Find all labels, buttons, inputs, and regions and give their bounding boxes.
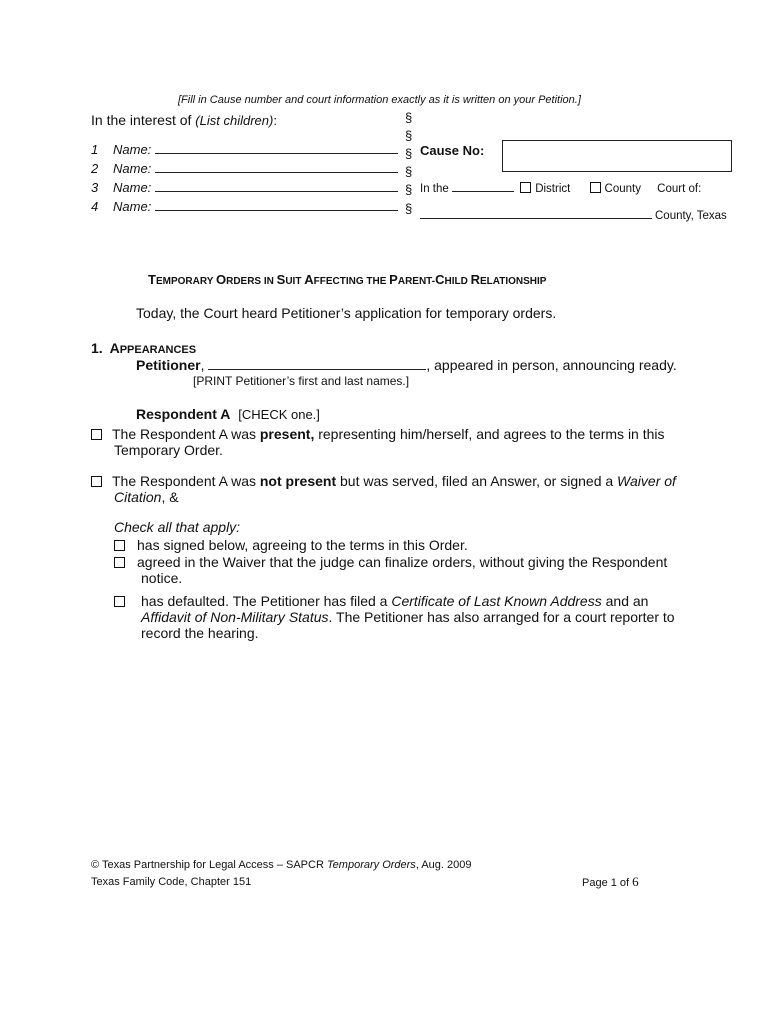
respondent-present-line2: Temporary Order. <box>114 442 223 458</box>
in-the-label: In the <box>420 183 449 195</box>
interest-colon: : <box>273 113 277 128</box>
child-name-row <box>91 161 398 176</box>
child-name-label: Name: <box>113 142 152 157</box>
check-all-heading: Check all that apply: <box>114 519 241 535</box>
section-symbol: § <box>405 110 413 125</box>
district-label: District <box>535 183 571 195</box>
petitioner-name-field[interactable] <box>208 357 426 370</box>
document-title: TEMPORARY ORDERS IN SUIT AFFECTING THE PARENT-CHILD RELATIONSHIP <box>148 272 547 287</box>
county-name-field[interactable] <box>420 207 652 219</box>
respondent-hint: [CHECK one.] <box>238 407 320 422</box>
district-checkbox[interactable] <box>520 182 531 193</box>
defaulted-checkbox[interactable] <box>114 596 125 607</box>
respondent-present-option: The Respondent A was present, representing him/herself, and agrees to the terms in this <box>91 426 665 442</box>
child-name-field[interactable] <box>155 180 398 192</box>
court-number-field[interactable] <box>452 182 514 192</box>
sub-option-signed: has signed below, agreeing to the terms in this Order. <box>114 537 468 553</box>
section-symbol: § <box>405 164 413 179</box>
interest-line <box>91 112 277 128</box>
child-name-row <box>91 199 398 214</box>
respondent-label: Respondent A <box>136 406 231 422</box>
court-of-label: Court of: <box>657 183 702 195</box>
waiver-checkbox[interactable] <box>114 557 125 568</box>
respondent-not-present-option: The Respondent A was not present but was served, filed an Answer, or signed a Waiver of <box>91 473 676 489</box>
footer-code: Texas Family Code, Chapter 151 <box>91 876 252 888</box>
child-name-label: Name: <box>113 199 152 214</box>
section-symbol: § <box>405 182 413 197</box>
section-symbol: § <box>405 146 413 161</box>
section-heading-appearances: 1. APPEARANCES <box>91 340 197 356</box>
petitioner-hint: [PRINT Petitioner’s first and last names.] <box>193 374 410 388</box>
child-name-label: Name: <box>113 180 152 195</box>
cause-number-label: Cause No: <box>420 143 485 158</box>
child-name-field[interactable] <box>155 199 398 211</box>
section-symbol: § <box>405 201 413 216</box>
petitioner-tail: , appeared in person, announcing ready. <box>426 357 677 373</box>
child-name-row <box>91 180 398 195</box>
child-name-row <box>91 142 398 157</box>
petitioner-label: Petitioner <box>136 357 201 373</box>
instruction-text: [Fill in Cause number and court information exactly as it is written on your Petition.] <box>178 94 581 106</box>
county-label: County <box>604 183 641 195</box>
child-name-field[interactable] <box>155 161 398 173</box>
sub-option-default-line2: Affidavit of Non-Military Status. The Petitioner has also arranged for a court reporter to <box>141 609 675 625</box>
section-number: 1. <box>91 340 103 356</box>
child-number: 1 <box>91 142 99 157</box>
respondent-not-present-checkbox[interactable] <box>91 476 102 487</box>
child-number: 4 <box>91 199 99 214</box>
footer-copyright: © Texas Partnership for Legal Access – SAPCR Temporary Orders, Aug. 2009 <box>91 859 472 871</box>
county-texas-label: County, Texas <box>655 210 727 222</box>
respondent-line <box>136 406 320 422</box>
sub-option-default: has defaulted. The Petitioner has filed a Certificate of Last Known Address and an <box>114 593 648 609</box>
sub-option-waiver-line2: notice. <box>141 570 183 586</box>
sub-option-default-line3: record the hearing. <box>141 625 259 641</box>
signed-below-checkbox[interactable] <box>114 540 125 551</box>
child-name-field[interactable] <box>155 142 398 154</box>
child-name-label: Name: <box>113 161 152 176</box>
interest-prefix: In the interest of <box>91 112 196 128</box>
page-number: Page 1 of 6 <box>582 874 639 889</box>
sub-option-waiver: agreed in the Waiver that the judge can finalize orders, without giving the Respondent <box>114 554 667 570</box>
county-checkbox[interactable] <box>590 182 601 193</box>
intro-text: Today, the Court heard Petitioner’s application for temporary orders. <box>136 305 557 321</box>
petitioner-line: Petitioner, , appeared in person, announcing ready. <box>136 357 677 373</box>
cause-number-field[interactable] <box>502 140 732 172</box>
county-line <box>420 207 727 222</box>
respondent-present-checkbox[interactable] <box>91 429 102 440</box>
child-number: 2 <box>91 161 99 176</box>
child-number: 3 <box>91 180 99 195</box>
interest-list-hint: (List children) <box>195 113 274 128</box>
court-line <box>420 182 701 195</box>
section-symbol: § <box>405 128 413 143</box>
respondent-not-present-line2: Citation, & <box>114 489 179 505</box>
